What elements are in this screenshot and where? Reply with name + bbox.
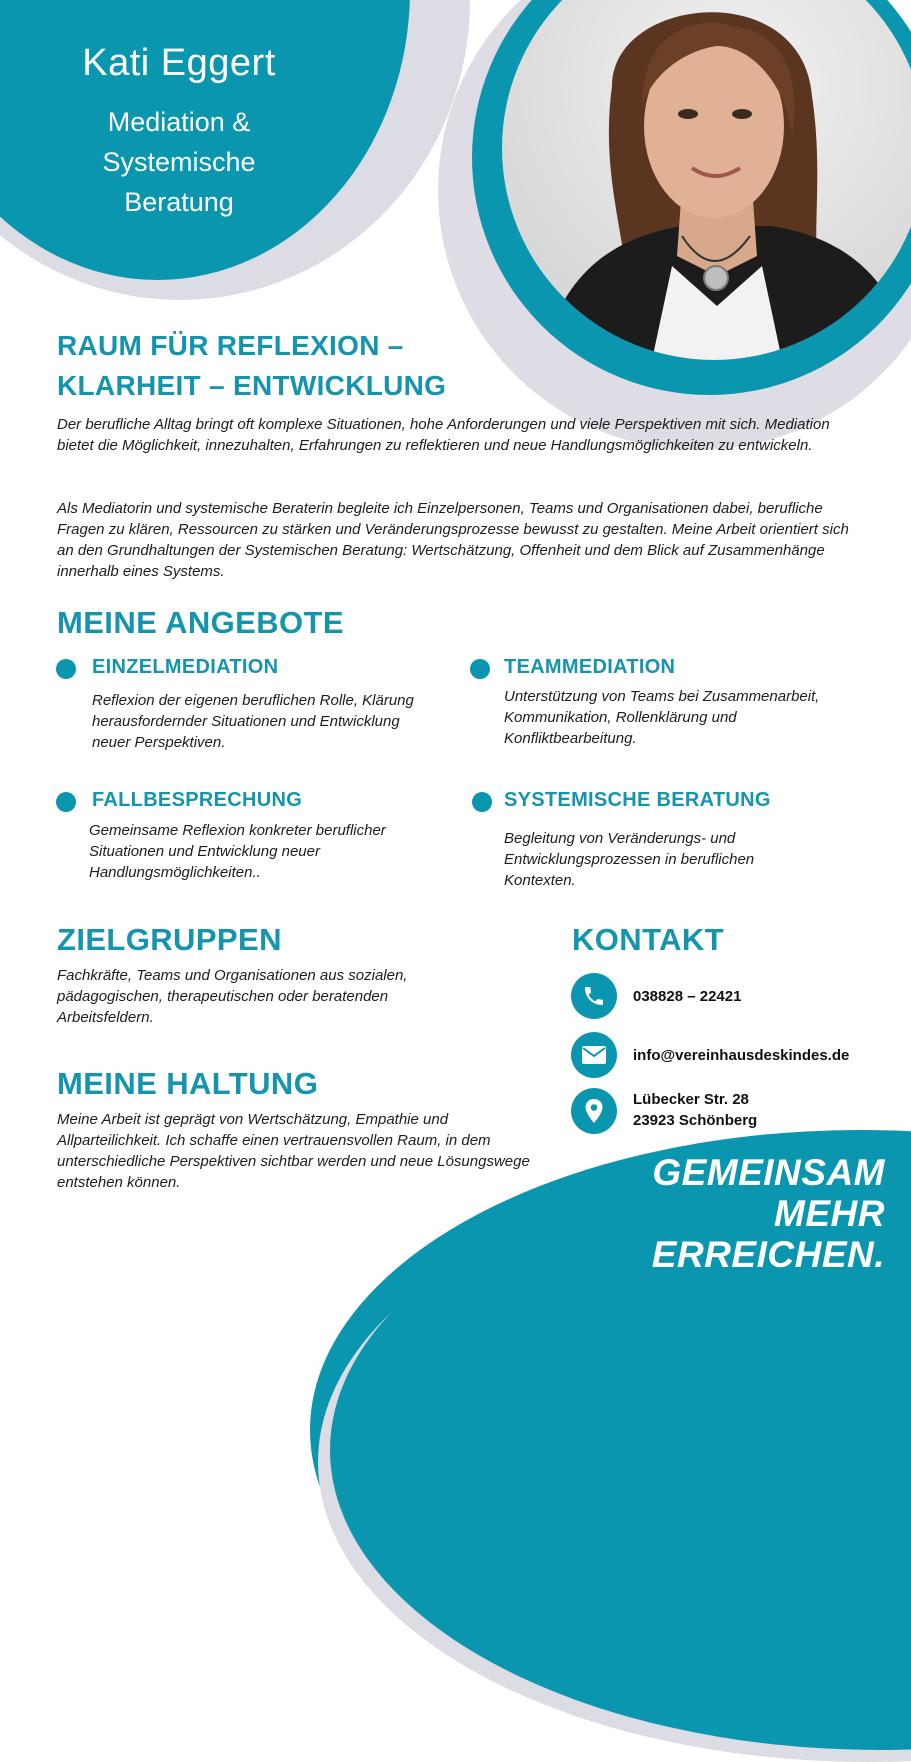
intro-paragraph-1: Der berufliche Alltag bringt oft komplexe Situationen, hohe Anforderungen und viele Perspektiven mit sich. Mediation bietet die Möglichkeit, innezuhalten, Erfahrungen zu reflektieren und neue Handlungsmöglichkeiten zu entwickeln.: [57, 416, 830, 454]
target-groups-heading: ZIELGRUPPEN: [57, 922, 282, 957]
phone-link[interactable]: 038828 – 22421: [633, 988, 742, 1005]
offer-title: FALLBESPRECHUNG: [92, 789, 303, 811]
subtitle-line: Beratung: [124, 187, 234, 217]
offer-title: EINZELMEDIATION: [92, 656, 279, 678]
person-name: Kati Eggert: [82, 42, 276, 84]
offer-text: Reflexion der eigenen beruflichen Rolle, Klärung herausfordernder Situationen und Entwicklung neuer Perspektiven.: [92, 692, 414, 751]
intro-heading-line: RAUM FÜR REFLEXION –: [57, 330, 404, 361]
attitude-heading: MEINE HALTUNG: [57, 1066, 319, 1101]
phone-icon: [571, 973, 617, 1019]
subtitle-line: Systemische: [102, 147, 256, 177]
offer-text: Begleitung von Veränderungs- und Entwicklungsprozessen in beruflichen Kontexten.: [504, 830, 755, 889]
offer-title: TEAMMEDIATION: [504, 656, 676, 678]
contact-heading: KONTAKT: [572, 922, 725, 957]
mail-icon: [571, 1032, 617, 1078]
bullet-dot: [470, 659, 490, 679]
address-line: 23923 Schönberg: [633, 1112, 758, 1129]
intro-paragraph-2: Als Mediatorin und systemische Beraterin begleite ich Einzelpersonen, Teams und Organisationen dabei, berufliche Fragen zu klären, Ressourcen zu stärken und Veränderungsprozesse bewusst zu gestalten. Meine Arbeit orientiert sich an den Grundhaltungen der Systemischen Beratung: Wertschätzung, Offenheit und dem Blick auf Zusammenhänge innerhalb eines Systems.: [57, 500, 849, 580]
target-groups-text: Fachkräfte, Teams und Organisationen aus sozialen, pädagogischen, therapeutischen oder beratenden Arbeitsfeldern.: [57, 967, 408, 1026]
offer-title: SYSTEMISCHE BERATUNG: [504, 789, 771, 811]
profession-subtitle: [30, 102, 328, 222]
address: [633, 1089, 757, 1131]
offers-heading: MEINE ANGEBOTE: [57, 605, 344, 640]
location-pin-icon: [571, 1088, 617, 1134]
email-link[interactable]: info@vereinhausdeskindes.de: [633, 1047, 850, 1064]
slogan: [652, 1152, 885, 1275]
intro-heading: [57, 326, 446, 406]
bullet-dot: [56, 792, 76, 812]
intro-heading-line: KLARHEIT – ENTWICKLUNG: [57, 370, 447, 401]
subtitle-line: Mediation &: [107, 107, 251, 137]
attitude-text: Meine Arbeit ist geprägt von Wertschätzung, Empathie und Allparteilichkeit. Ich schaffe einen vertrauensvollen Raum, in dem unterschiedliche Perspektiven sichtbar werden und neue Lösungswege entstehen können.: [57, 1111, 530, 1191]
bullet-dot: [56, 659, 76, 679]
slogan-line: MEHR: [774, 1193, 885, 1234]
offer-text: Unterstützung von Teams bei Zusammenarbeit, Kommunikation, Rollenklärung und Konfliktbearbeitung.: [504, 688, 820, 747]
bullet-dot: [472, 792, 492, 812]
offer-text: Gemeinsame Reflexion konkreter beruflicher Situationen und Entwicklung neuer Handlungsmöglichkeiten..: [89, 822, 386, 881]
address-line: Lübecker Str. 28: [633, 1091, 749, 1108]
slogan-line: GEMEINSAM: [652, 1152, 885, 1193]
slogan-line: ERREICHEN.: [651, 1234, 885, 1275]
